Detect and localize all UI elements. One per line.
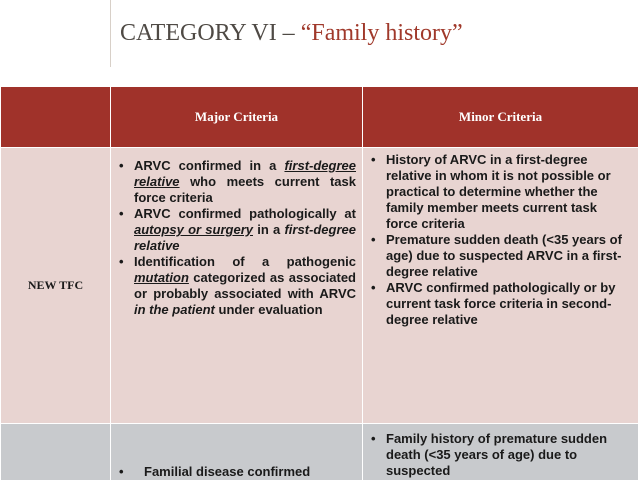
title-accent: “Family history” [301, 20, 463, 46]
major-criteria-list-2 [117, 464, 356, 480]
slide-title [120, 20, 463, 47]
title-divider-line [110, 0, 111, 67]
row-label-2 [1, 424, 111, 481]
item-text: categorized as associated or probably associated with ARVC [134, 270, 356, 301]
table-row [1, 424, 638, 481]
list-item [369, 280, 628, 328]
major-criteria-cell [111, 148, 363, 424]
item-text: Family history of premature sudden death (<35 years of age) due to suspected [386, 431, 607, 478]
item-text: in a [253, 222, 284, 237]
item-text: who meets current task force criteria [134, 174, 356, 205]
list-item [369, 152, 628, 232]
table-header-row [1, 87, 638, 148]
item-text: under evaluation [215, 302, 323, 317]
list-item [117, 254, 356, 318]
bullet-icon: • [371, 280, 376, 296]
list-item [117, 206, 356, 254]
list-item [369, 232, 628, 280]
list-item [117, 158, 356, 206]
bullet-icon: • [119, 158, 124, 174]
row-label-new-tfc: NEW TFC [1, 148, 111, 424]
minor-criteria-cell-2 [363, 424, 638, 481]
item-text: ARVC confirmed pathologically at [134, 206, 356, 221]
bullet-icon: • [119, 206, 124, 222]
criteria-table [0, 86, 638, 481]
item-text-emphasis: first-degree relative [134, 222, 356, 253]
header-minor-criteria: Minor Criteria [363, 87, 638, 148]
item-text-emphasis: mutation [134, 270, 189, 285]
header-major-criteria: Major Criteria [111, 87, 363, 148]
bullet-icon: • [371, 152, 376, 168]
minor-criteria-list [369, 152, 628, 328]
bullet-icon: • [371, 431, 376, 447]
bullet-icon: • [371, 232, 376, 248]
item-text: History of ARVC in a first-degree relative in whom it is not possible or practical to determine whether the family member meets current task force criteria [386, 152, 611, 231]
bullet-icon: • [119, 254, 124, 270]
major-criteria-cell-2 [111, 424, 363, 481]
item-text-emphasis: autopsy or surgery [134, 222, 253, 237]
table-row [1, 148, 638, 424]
header-corner [1, 87, 111, 148]
list-item [117, 464, 356, 480]
bullet-icon: • [119, 464, 124, 480]
title-prefix: CATEGORY VI – [120, 20, 301, 46]
item-text: ARVC confirmed in a [134, 158, 284, 173]
item-text: ARVC confirmed pathologically or by current task force criteria in second-degree relative [386, 280, 615, 327]
item-text-emphasis: first-degree relative [134, 158, 356, 189]
item-text: Premature sudden death (<35 years of age) due to suspected ARVC in a first-degree relative [386, 232, 622, 279]
minor-criteria-cell [363, 148, 638, 424]
minor-criteria-list-2 [369, 431, 628, 479]
major-criteria-list [117, 158, 356, 318]
list-item [369, 431, 628, 479]
item-text: Familial disease confirmed [134, 464, 310, 479]
item-text: Identification of a pathogenic [134, 254, 356, 269]
item-text-emphasis: in the patient [134, 302, 215, 317]
